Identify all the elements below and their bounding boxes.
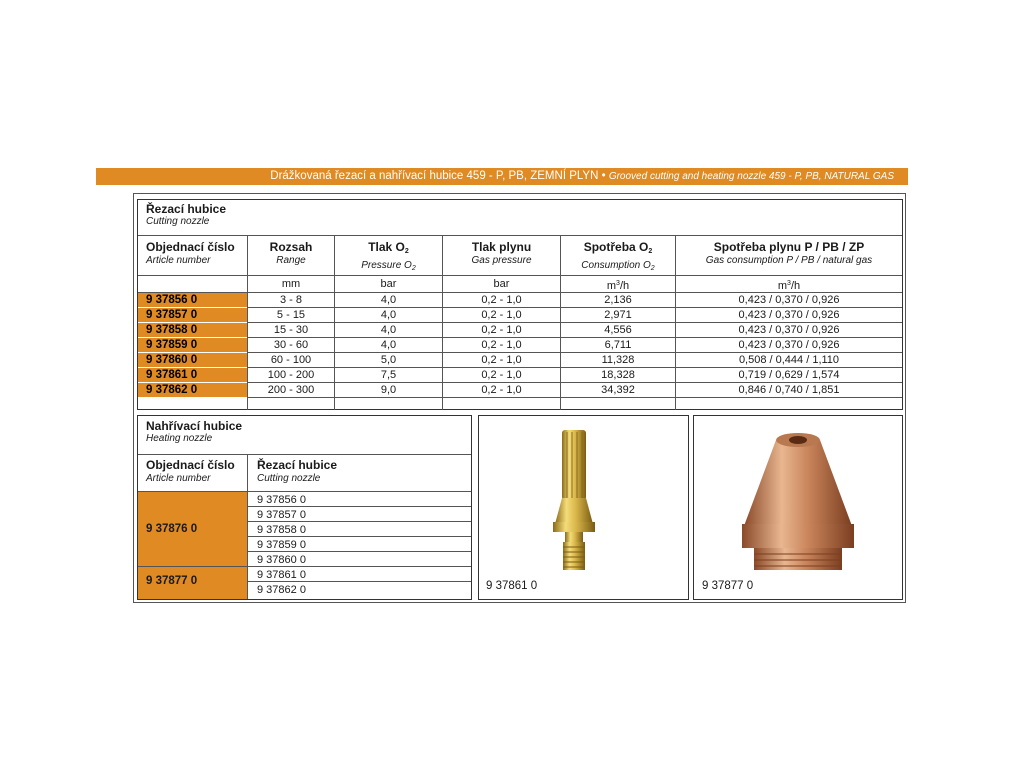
article-code: 9 37860 0 (138, 353, 247, 368)
cell-range: 5 - 15 (276, 309, 306, 321)
banner-text (270, 169, 894, 184)
cell-range: 60 - 100 (270, 354, 312, 366)
cell-pressure-o2: 9,0 (380, 384, 397, 396)
product-photo-cutting-nozzle (478, 415, 689, 600)
compatible-nozzle: 9 37862 0 (257, 584, 306, 596)
photo-caption: 9 37877 0 (702, 580, 754, 592)
cell-pressure-o2: 7,5 (380, 369, 397, 381)
heating-col-article-number: Objednací číslo Article number (146, 458, 235, 484)
cell-consumption-o2: 18,328 (601, 369, 635, 381)
cell-range: 200 - 300 (267, 384, 315, 396)
compatible-nozzle: 9 37861 0 (257, 569, 306, 581)
cell-gas-pressure: 0,2 - 1,0 (481, 354, 522, 366)
article-code: 9 37858 0 (138, 323, 247, 338)
unit-consumption-o2: $m^3/h$ (606, 280, 630, 292)
unit-range: mm (281, 278, 301, 290)
cell-pressure-o2: 4,0 (380, 324, 397, 336)
cell-range: 15 - 30 (273, 324, 309, 336)
cell-gas-consumption: 0,846 / 0,740 / 1,851 (738, 384, 840, 396)
cutting-title: Řezací hubice (146, 202, 227, 216)
cell-gas-consumption: 0,423 / 0,370 / 0,926 (738, 339, 840, 351)
heating-subtitle: Heating nozzle (146, 433, 213, 444)
article-code: 9 37861 0 (138, 368, 247, 383)
cell-range: 100 - 200 (267, 369, 315, 381)
heating-title: Nahřívací hubice (146, 419, 243, 433)
article-code: 9 37856 0 (138, 293, 247, 308)
compatible-nozzle: 9 37859 0 (257, 539, 306, 551)
cutting-subtitle: Cutting nozzle (146, 216, 210, 227)
cell-consumption-o2: 11,328 (601, 354, 635, 366)
header-banner (96, 168, 908, 185)
cell-consumption-o2: 2,136 (604, 294, 632, 306)
cell-gas-pressure: 0,2 - 1,0 (481, 384, 522, 396)
cell-gas-pressure: 0,2 - 1,0 (481, 369, 522, 381)
cell-range: 3 - 8 (279, 294, 302, 306)
cell-pressure-o2: 5,0 (380, 354, 397, 366)
cell-range: 30 - 60 (273, 339, 309, 351)
divider (138, 454, 471, 455)
cell-pressure-o2: 4,0 (380, 294, 397, 306)
compatible-nozzle: 9 37858 0 (257, 524, 306, 536)
col-range: Rozsah Range (269, 240, 313, 266)
cell-gas-pressure: 0,2 - 1,0 (481, 339, 522, 351)
unit-pressure-o2: bar (380, 278, 397, 290)
unit-gas-consumption: $m^3/h$ (777, 280, 801, 292)
cell-gas-pressure: 0,2 - 1,0 (481, 309, 522, 321)
col-article-number: Objednací číslo Article number (146, 240, 235, 266)
compatible-nozzle: 9 37857 0 (257, 509, 306, 521)
cell-pressure-o2: 4,0 (380, 309, 397, 321)
article-code: 9 37857 0 (138, 308, 247, 323)
banner-title-cz: Drážkovaná řezací a nahřívací hubice 459 - P, PB, ZEMNÍ PLYN (270, 170, 599, 182)
cell-consumption-o2: 4,556 (604, 324, 632, 336)
unit-gas-pressure: bar (493, 278, 510, 290)
photo-caption: 9 37861 0 (486, 580, 538, 592)
cell-gas-consumption: 0,423 / 0,370 / 0,926 (738, 309, 840, 321)
col-consumption-o2: Spotřeba $O_2$ Consumption $O_2$ (581, 240, 655, 272)
banner-separator: • (598, 170, 609, 182)
article-code: 9 37859 0 (138, 338, 247, 353)
divider (247, 454, 248, 599)
heating-article-code: 9 37876 0 (138, 492, 247, 566)
compatible-nozzle: 9 37856 0 (257, 494, 306, 506)
col-pressure-o2: Tlak $O_2$ Pressure $O_2$ (361, 240, 416, 272)
divider (138, 275, 902, 276)
cell-gas-consumption: 0,508 / 0,444 / 1,110 (738, 354, 840, 366)
cutting-nozzle-illustration (479, 416, 687, 598)
heating-article-code: 9 37877 0 (138, 567, 247, 599)
cell-gas-pressure: 0,2 - 1,0 (481, 294, 522, 306)
cell-consumption-o2: 6,711 (604, 339, 632, 351)
cell-gas-consumption: 0,423 / 0,370 / 0,926 (738, 294, 840, 306)
col-gas-pressure: Tlak plynu Gas pressure (471, 240, 532, 266)
heating-col-cutting-nozzle: Řezací hubice Cutting nozzle (257, 458, 338, 484)
cell-gas-pressure: 0,2 - 1,0 (481, 324, 522, 336)
heating-nozzle-illustration (694, 416, 901, 598)
product-photo-heating-nozzle (693, 415, 903, 600)
divider (138, 235, 902, 236)
cell-gas-consumption: 0,719 / 0,629 / 1,574 (738, 369, 840, 381)
compatible-nozzle: 9 37860 0 (257, 554, 306, 566)
cell-gas-consumption: 0,423 / 0,370 / 0,926 (738, 324, 840, 336)
article-code: 9 37862 0 (138, 383, 247, 398)
cell-consumption-o2: 34,392 (601, 384, 635, 396)
cell-consumption-o2: 2,971 (604, 309, 632, 321)
cell-pressure-o2: 4,0 (380, 339, 397, 351)
col-gas-consumption: Spotřeba plynu P / PB / ZP Gas consumption P / PB / natural gas (705, 240, 873, 266)
banner-title-en: Grooved cutting and heating nozzle 459 - P, PB, NATURAL GAS (608, 171, 894, 182)
